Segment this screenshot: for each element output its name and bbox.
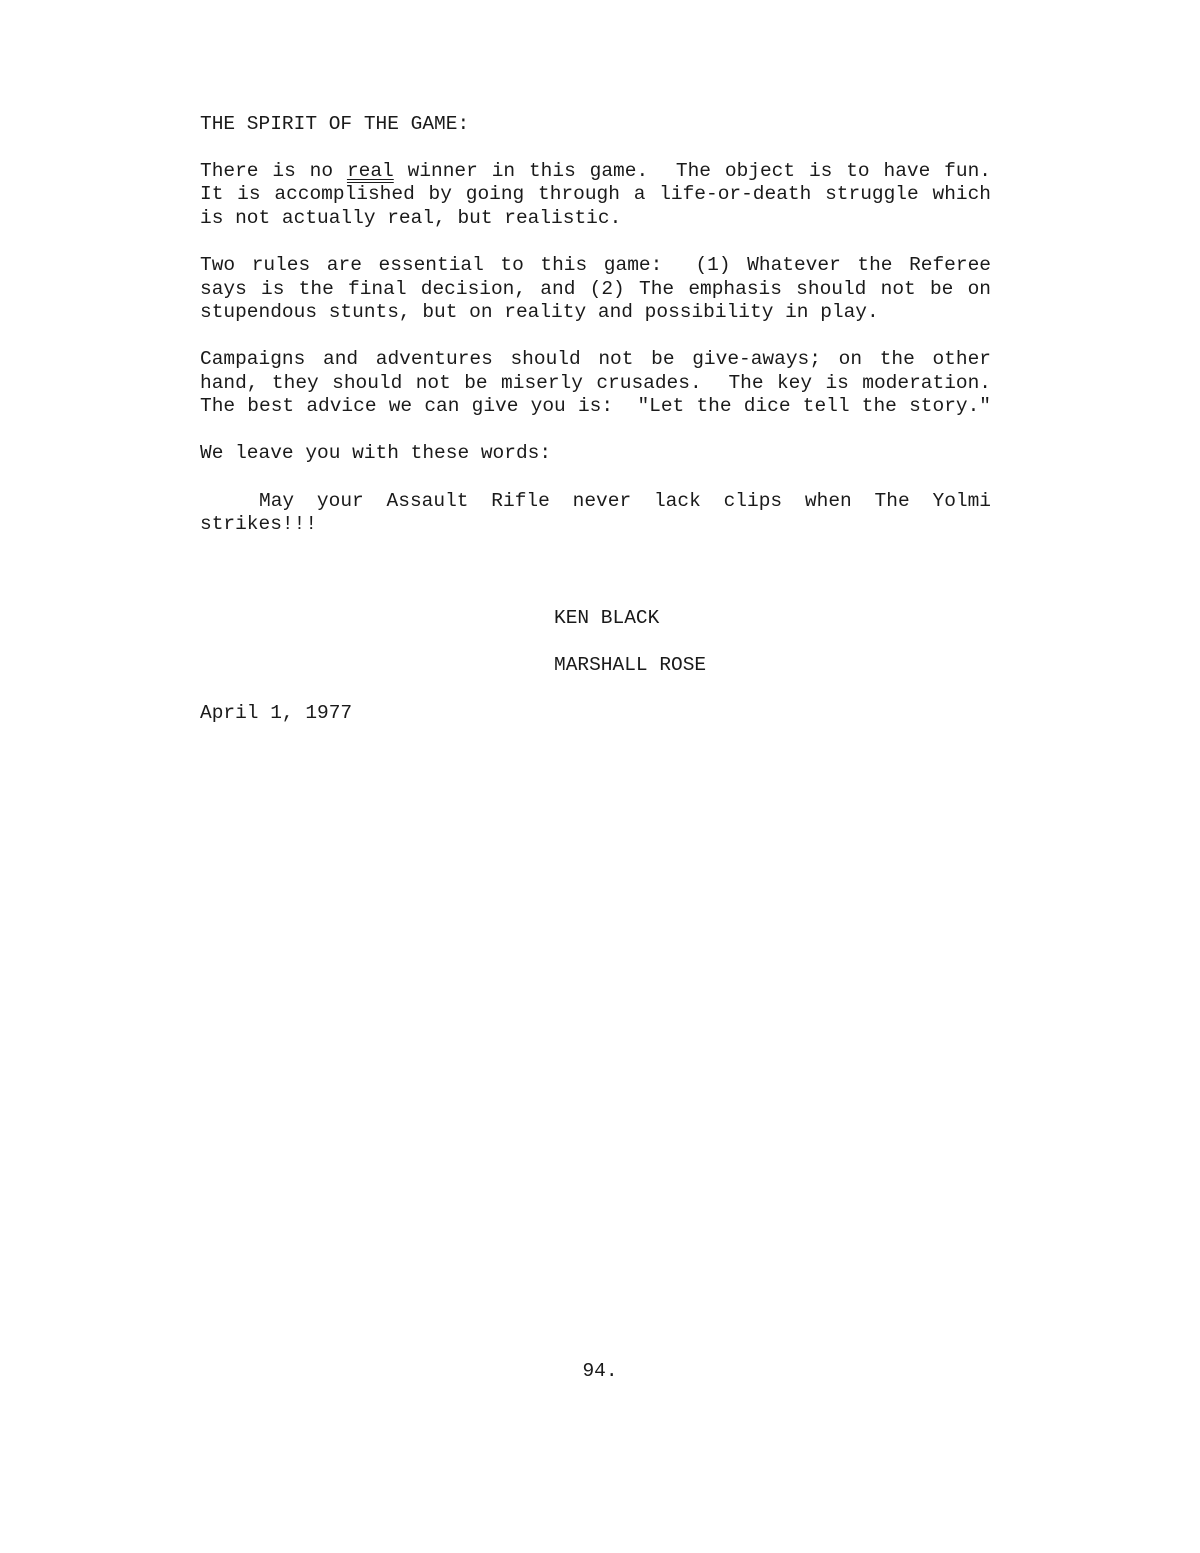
- paragraph-4-line-1: We leave you with these words:: [200, 442, 552, 464]
- emphasized-word-real: real: [346, 160, 394, 182]
- paragraph-2-line-1: Two rules are essential to this game: (1) Whatever the Referee: [200, 254, 991, 276]
- section-heading: THE SPIRIT OF THE GAME:: [200, 113, 470, 135]
- paragraph-1-line-3: is not actually real, but realistic.: [200, 207, 622, 229]
- page-number: 94.: [582, 1360, 618, 1382]
- paragraph-1-text-before: There is no: [200, 160, 347, 182]
- paragraph-3-line-3: The best advice we can give you is: "Let the dice tell the story.": [200, 395, 991, 417]
- author-signature-1: KEN BLACK: [554, 607, 660, 629]
- paragraph-3-line-2: hand, they should not be miserly crusades. The key is moderation.: [200, 372, 991, 394]
- paragraph-2-line-2: says is the final decision, and (2) The emphasis should not be on: [200, 278, 991, 300]
- document-date: April 1, 1977: [200, 702, 353, 724]
- paragraph-1-line-1: [200, 159, 991, 183]
- paragraph-3-line-1: Campaigns and adventures should not be give-aways; on the other: [200, 348, 991, 370]
- closing-quote-line-2: strikes!!!: [200, 513, 318, 535]
- paragraph-2-line-3: stupendous stunts, but on reality and possibility in play.: [200, 301, 879, 323]
- closing-quote-line-1: May your Assault Rifle never lack clips when The Yolmi: [259, 490, 991, 512]
- paragraph-1-line-2: It is accomplished by going through a life-or-death struggle which: [200, 183, 991, 205]
- paragraph-1-text-after: winner in this game. The object is to have fun.: [393, 160, 991, 182]
- author-signature-2: MARSHALL ROSE: [554, 654, 707, 676]
